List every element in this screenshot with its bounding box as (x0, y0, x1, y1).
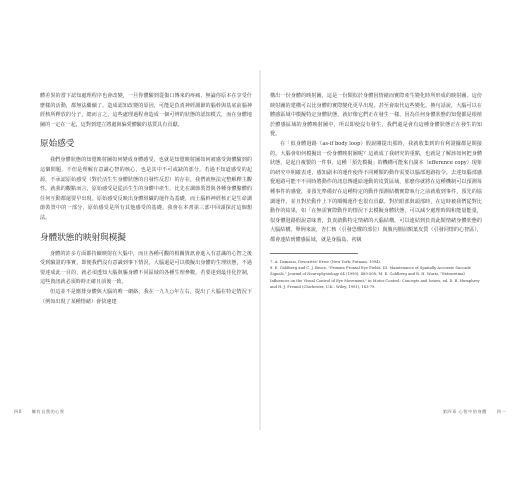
page-gutter (259, 70, 261, 430)
right-paragraph-1: 在「似身體迴路（as-if body loop）假說剛提出那時，我就收集到的有利證據都是間接的。大腦會如何模擬出一份身體映射圖呢？這就成了我研究的重點，也就是了解該如何把身體狀態，是起自複製的一件事，這種「預先模擬」的機構可能來自副本（efference copy）現象的研究中明確表達，感知副本的運作使得不同種類的動作需要以腦部迴路指令。去達知腦部感覺迴路可能不不同時將動作的訊息傳遞給運動的皮質區域，那麼你就將在這種機制可以預測每種事件的感覺，並預先準備好在這種特定的動作預測結構實際執行之前就收到事件，預先的協調運作，並且對於動作上下的順暢運作也很有貢獻。對於眼部與頭部時，在這時被我們從對比動作的結果，如「在無需實際動作的情況下去模擬身體狀態，可以減少處理時間和能量能量，似身體迴路假說意味著，負責啟動特定情緒的大腦結構，可以連結到負責此類情緒身體狀態的大腦結構。舉例來說，杏仁核（引發恐懼的部位）與腹內側前額葉皮質（引發同情的心智區），都會連結到體感區域，就是身腦島、初級 (270, 140, 482, 243)
left-page-number: 四0 (14, 409, 22, 414)
left-running-head: 擁有自我的心智 (31, 409, 65, 414)
section1-paragraph: 我們身體狀態的知覺映射圖如何變成身體感受，也就是知覺映射圖如何被感受與體驗到的這個問題，不但是理解有意識心智的核心，也是其中不可或缺的部分。若過不知道感受的起源，不承認原始感受（對於活生生身體狀態的自發性反思）的存在，我們就無法完整解釋主觀性。就我的觀點而言，原始感受是從活生生的身體中產生，比先在調節裝置與各種身體腺體的任何互動都還要早出現。原始感受反映出身體組織的運作為基礎，而土腦幹神經核正是生命調節裝置中的一部分，原始感受是所有其他感受的基礎。我會在本書第三部中回頭探討這個想法。 (40, 157, 252, 221)
right-top-paragraph: 構出一份身體的映射圖，這是一份類似於身體因情緒而實際產生變化時所形成的映射圖。這份映射圖的建構可以比身體的實際變化更早出現，甚至會取代這些變化。換句話說，大腦可以在體感區域中模擬特定身體狀態，就好像它們正在發生一樣，因為任何身體狀態的知覺都是根植於體感區域的身體映射圖中，所以即使沒有發生，我們還是會有這種身體狀態正在發生的知覺。 (270, 93, 482, 138)
right-running-head: 第四章 心智中的身體 (442, 409, 487, 414)
section-title-primordial-feelings: 原始感受 (40, 139, 75, 150)
footnote-8: 8. E. Goldberg and C. J. Bruce, "Primate Frontal Eye Fields. III. Maintenance of Spatially Accurate Saccade Signals," Journal of Neurophysiology 64 (1990), 489-508; M. E. Goldberg and R. H. Wurtz, "Extraretinal Influences on the Visual Control of Eye Movement," in Motor Control: Concepts and Issues, ed. D. R. Humphrey and H.-J. Freund (Chichester, U.K.: Wiley, 1991), 163-79. (270, 265, 480, 290)
footnote-7: 7. A. Damasio, Descartes' Error (New York: Putnam, 1994). (270, 259, 382, 264)
section-title-body-mapping: 身體狀態的映射與模擬 (40, 232, 126, 243)
right-footer (443, 409, 506, 415)
footnote-divider (270, 253, 358, 254)
right-page (270, 92, 482, 291)
left-page (40, 92, 252, 307)
left-top-paragraph: 體差異的當下認知處理程序也會改變，一旦你體驗到從傷口傳來的疼痛，無論你原本在享受什麼樣的活動，都無法繼續了。造成認知改變的原因，可能是負責神經調節的腦幹與基底前腦神經核所釋放的分子，總而言之，這些處理過程會造成一個可辨的狀態的認知模式，而在身體地圖的一定在一起，這對到建立將處與偏愛體驗的基質具有貢獻。 (40, 93, 252, 128)
section2-paragraph-1: 身體的許多方面都持續映射在大腦中，而且各種可觀的相關資訊會進入有意識的心智之後受到驗證的事實，即便我們沒有意識到事下情況，大腦還是可以模擬出身體的生理狀態，不過要達成此一目的，就必須透知大腦與軀身體不同區域的各種生理參數，若要達到最佳化控制，這些資訊就必須時時正確且前後一致。 (40, 250, 252, 286)
right-page-number: 四一 (496, 409, 506, 414)
section2-paragraph-2: 但這並不是應排身體與大腦的唯一網絡，我在一九九○年左右，提出了大腦在特定情況下（例如出現了某種情緒）會快速建 (40, 288, 252, 305)
left-footer (14, 409, 65, 415)
